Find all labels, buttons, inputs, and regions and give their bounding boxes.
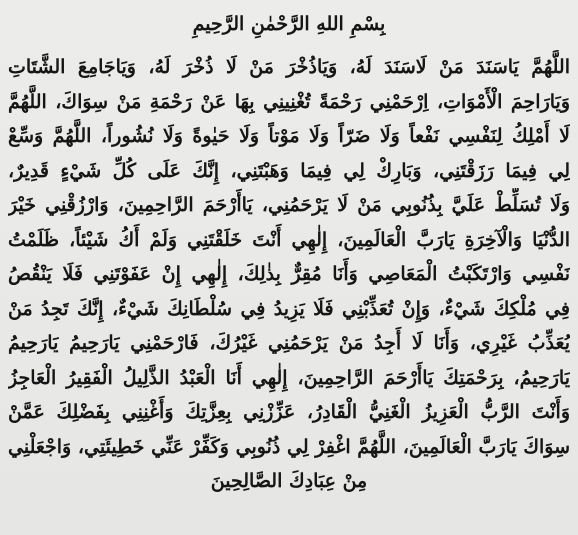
text-line-1: اللَّهُمَّ يَاسَنَدَ مَنْ لَاسَنَدَ لَهُ، وَيَاذُخْرَ مَنْ لَا ذُخْرَ لَهُ، وَيَاجَامِعَ الشَّتَاتِ	[8, 56, 570, 78]
text-line-5: وَلَا تُسَلِّطْ عَلَيَّ بِذُنُوبِي مَنْ لَا يَرْحَمُنِي، يَاأَرْحَمَ الرَّاحِمِينَ، وَارْزُقْنِي خَيْرَ	[8, 194, 570, 216]
text-line-9: يُعَذِّبُ غَيْرِي، وَأَنَا لَا أَجِدُ مَنْ يَرْحَمُنِي غَيْرُكَ، فَارْحَمْنِي يَارَحِيمُ يَارَحِيمُ	[8, 332, 570, 354]
text-line-4: لِي فِيمَا رَزَقْتَنِي، وَبَارِكْ لِي فِيمَا وَهَبْتَنِي، إِنَّكَ عَلَى كُلِّ شَيْءٍ قَدِيرٌ،	[8, 159, 570, 182]
text-line-3: لَا أَمْلِكُ لِنَفْسِي نَفْعاً وَلَا ضَرّاً وَلَا مَوْتاً وَلَا حَيٰوةً وَلَا نُشُوراً، اللَّهُمَّ وَسِّعْ	[8, 125, 570, 147]
text-line-10: يَارَحِيمُ، بِرَحْمَتِكَ يَاأَرْحَمَ الرَّاحِمِينَ، إِلٰهِي أَنَا الْعَبْدُ الذَّلِيلُ الْفَقِيرُ الْعَاجِزُ	[8, 366, 570, 389]
text-line-11: وَأَنْتَ الرَّبُّ الْعَزِيزُ الْغَنِيُّ الْقَادِرُ، عَزِّزْنِي بِعِزَّتِكَ وَأَغْنِنِي بِفَضْلِكَ عَمَّنْ	[8, 401, 570, 423]
text-line-12: سِوَاكَ يَارَبَّ الْعَالَمِينَ، اللَّهُمَّ اغْفِرْ لِي ذُنُوبِي وَكَفِّرْ عَنِّي خَطِيئَتِي، وَاجْعَلْنِي	[8, 435, 570, 458]
text-line-2: وَيَارَاحِمَ الْأَمْوَاتِ، اِرْحَمْنِي رَحْمَةً تُغْنِينِي بِهَا عَنْ رَحْمَةِ مَنْ سِوَاكَ، اللَّهُمَّ	[8, 90, 570, 113]
text-line-13: مِنْ عِبَادِكَ الصَّالِحِينَ	[210, 470, 368, 492]
basmala-heading: بِسْمِ اللهِ الرَّحْمٰنِ الرَّحِيمِ	[192, 13, 386, 35]
text-line-8: فِي مُلْكِكَ شَيْءٌ، وَإِنْ تُعَذِّبْنِي فَلَا يَزِيدُ فِي سُلْطَانِكَ شَيْءٌ، إِنَّكَ تَجِدُ مَنْ	[8, 297, 570, 320]
text-line-6: الدُّنْيَا وَالْآخِرَةِ يَارَبَّ الْعَالَمِينَ، إِلٰهِي أَنْتَ خَلَقْتَنِي وَلَمْ أَكُ شَيْئاً، ظَلَمْتُ	[8, 228, 570, 251]
text-line-7: نَفْسِي وَارْتَكَبْتُ الْمَعَاصِي وَأَنَا مُقِرٌّ بِذٰلِكَ، إِلٰهِي إِنْ عَفَوْتَنِي فَلَا يَنْقُصُ	[8, 263, 570, 285]
prayer-text	[8, 50, 570, 499]
